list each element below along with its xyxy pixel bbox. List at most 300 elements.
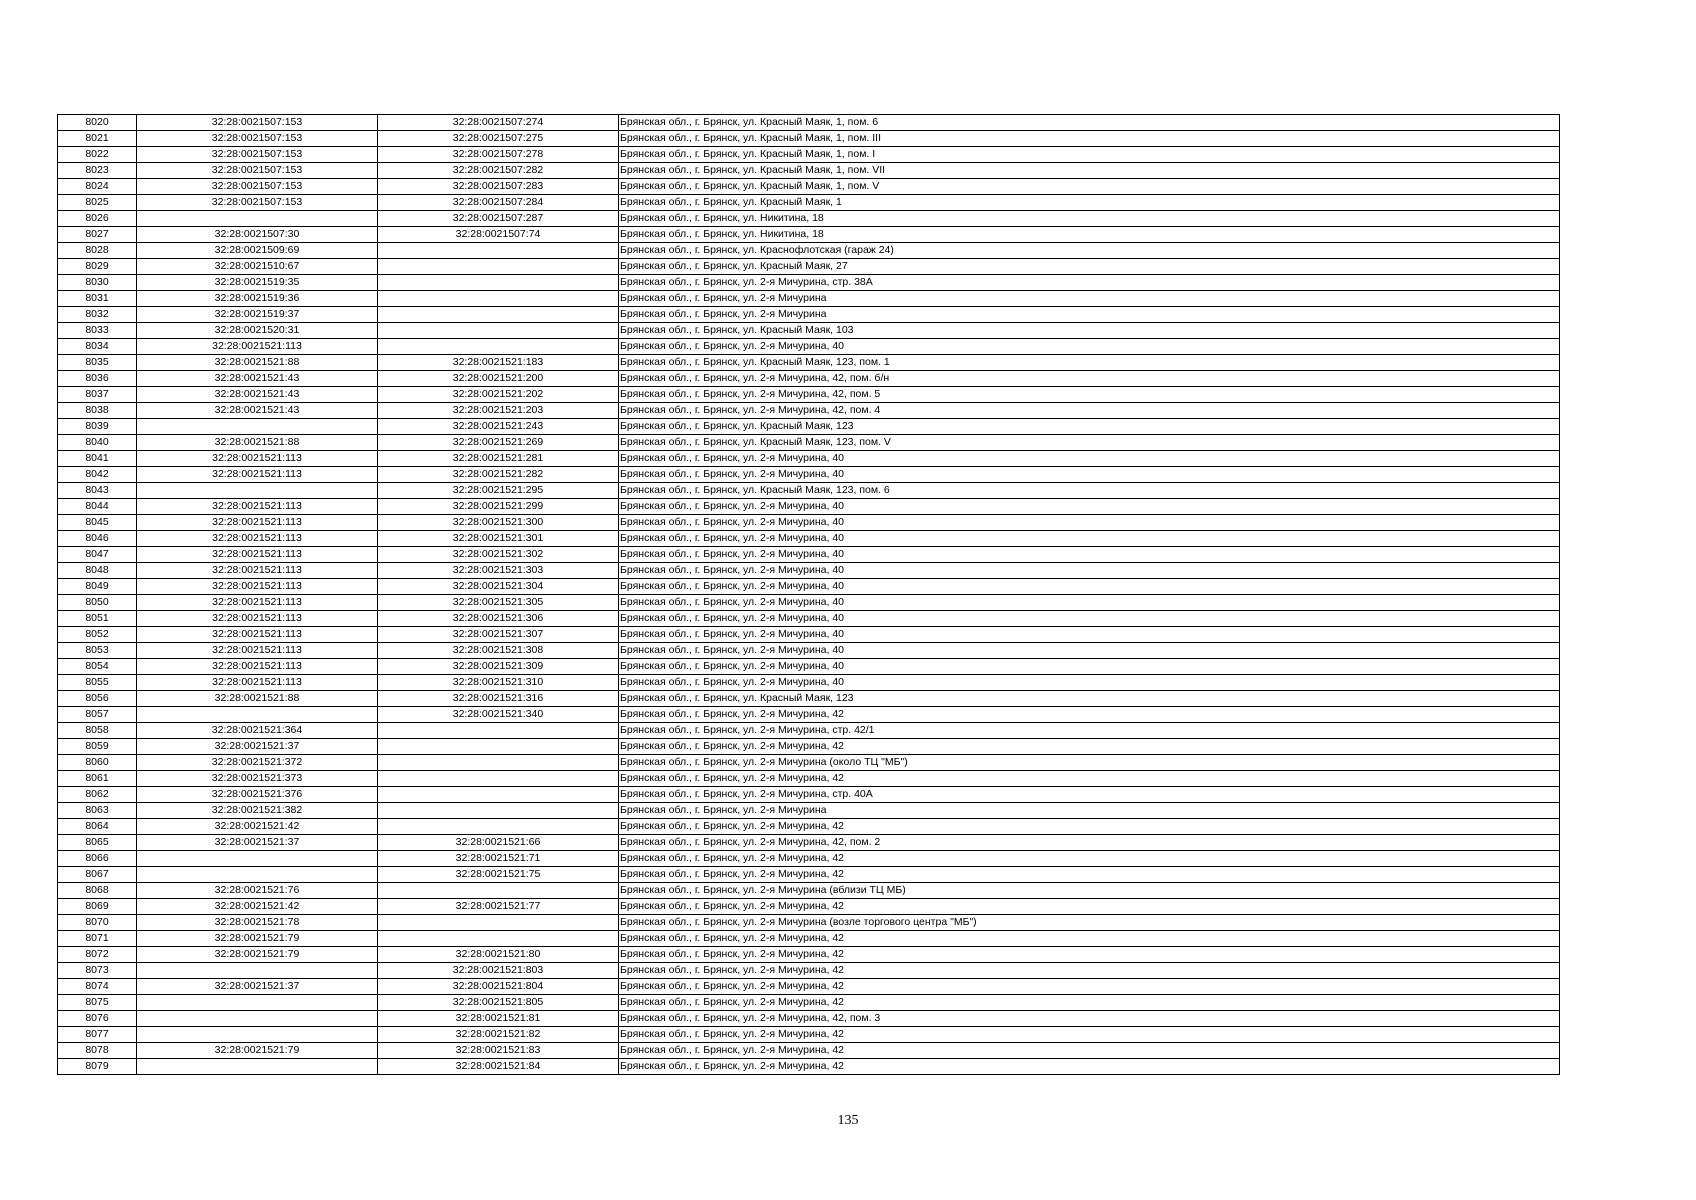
table-row	[58, 883, 1560, 899]
row-number-cell: 8029	[58, 259, 137, 275]
table-row	[58, 163, 1560, 179]
parent-cadastral-number-cell: 32:28:0021521:113	[137, 515, 378, 531]
table-row	[58, 627, 1560, 643]
child-cadastral-number-cell: 32:28:0021507:282	[378, 163, 619, 179]
table-row	[58, 275, 1560, 291]
cadastral-table	[57, 114, 1560, 1075]
child-cadastral-number-cell: 32:28:0021521:77	[378, 899, 619, 915]
address-cell: Брянская обл., г. Брянск, ул. 2-я Мичурина, 42, пом. 4	[619, 403, 1560, 419]
parent-cadastral-number-cell	[137, 1059, 378, 1075]
row-number-cell: 8063	[58, 803, 137, 819]
table-row	[58, 931, 1560, 947]
parent-cadastral-number-cell	[137, 851, 378, 867]
address-cell: Брянская обл., г. Брянск, ул. Красный Маяк, 123	[619, 691, 1560, 707]
table-row	[58, 563, 1560, 579]
child-cadastral-number-cell	[378, 915, 619, 931]
child-cadastral-number-cell: 32:28:0021507:283	[378, 179, 619, 195]
row-number-cell: 8078	[58, 1043, 137, 1059]
table-row	[58, 355, 1560, 371]
parent-cadastral-number-cell: 32:28:0021521:113	[137, 595, 378, 611]
table-row	[58, 307, 1560, 323]
child-cadastral-number-cell	[378, 339, 619, 355]
child-cadastral-number-cell: 32:28:0021521:80	[378, 947, 619, 963]
row-number-cell: 8075	[58, 995, 137, 1011]
row-number-cell: 8027	[58, 227, 137, 243]
child-cadastral-number-cell: 32:28:0021521:804	[378, 979, 619, 995]
child-cadastral-number-cell: 32:28:0021521:805	[378, 995, 619, 1011]
address-cell: Брянская обл., г. Брянск, ул. 2-я Мичурина, 42	[619, 1027, 1560, 1043]
address-cell: Брянская обл., г. Брянск, ул. 2-я Мичурина, 42	[619, 1043, 1560, 1059]
table-row	[58, 819, 1560, 835]
parent-cadastral-number-cell: 32:28:0021521:113	[137, 499, 378, 515]
child-cadastral-number-cell: 32:28:0021521:306	[378, 611, 619, 627]
page-number: 135	[837, 1113, 859, 1128]
cadastral-table-body	[58, 115, 1560, 1075]
row-number-cell: 8064	[58, 819, 137, 835]
child-cadastral-number-cell	[378, 787, 619, 803]
child-cadastral-number-cell: 32:28:0021507:287	[378, 211, 619, 227]
parent-cadastral-number-cell	[137, 1011, 378, 1027]
row-number-cell: 8050	[58, 595, 137, 611]
address-cell: Брянская обл., г. Брянск, ул. 2-я Мичурина (возле торгового центра "МБ")	[619, 915, 1560, 931]
child-cadastral-number-cell: 32:28:0021521:200	[378, 371, 619, 387]
child-cadastral-number-cell	[378, 723, 619, 739]
address-cell: Брянская обл., г. Брянск, ул. 2-я Мичурина, 40	[619, 659, 1560, 675]
table-row	[58, 579, 1560, 595]
address-cell: Брянская обл., г. Брянск, ул. 2-я Мичурина	[619, 307, 1560, 323]
child-cadastral-number-cell	[378, 931, 619, 947]
table-row	[58, 371, 1560, 387]
child-cadastral-number-cell: 32:28:0021521:269	[378, 435, 619, 451]
address-cell: Брянская обл., г. Брянск, ул. 2-я Мичурина, 40	[619, 467, 1560, 483]
address-cell: Брянская обл., г. Брянск, ул. Красный Маяк, 27	[619, 259, 1560, 275]
table-row	[58, 643, 1560, 659]
row-number-cell: 8033	[58, 323, 137, 339]
row-number-cell: 8061	[58, 771, 137, 787]
parent-cadastral-number-cell: 32:28:0021521:113	[137, 563, 378, 579]
row-number-cell: 8020	[58, 115, 137, 131]
table-row	[58, 435, 1560, 451]
parent-cadastral-number-cell: 32:28:0021521:43	[137, 387, 378, 403]
parent-cadastral-number-cell: 32:28:0021507:30	[137, 227, 378, 243]
address-cell: Брянская обл., г. Брянск, ул. Краснофлотская (гараж 24)	[619, 243, 1560, 259]
address-cell: Брянская обл., г. Брянск, ул. 2-я Мичурина, 42	[619, 979, 1560, 995]
table-row	[58, 595, 1560, 611]
child-cadastral-number-cell	[378, 307, 619, 323]
parent-cadastral-number-cell: 32:28:0021507:153	[137, 131, 378, 147]
address-cell: Брянская обл., г. Брянск, ул. 2-я Мичурина, 42	[619, 819, 1560, 835]
child-cadastral-number-cell: 32:28:0021521:84	[378, 1059, 619, 1075]
child-cadastral-number-cell: 32:28:0021521:303	[378, 563, 619, 579]
address-cell: Брянская обл., г. Брянск, ул. 2-я Мичурина, 42	[619, 707, 1560, 723]
address-cell: Брянская обл., г. Брянск, ул. 2-я Мичурина (вблизи ТЦ МБ)	[619, 883, 1560, 899]
child-cadastral-number-cell: 32:28:0021521:300	[378, 515, 619, 531]
address-cell: Брянская обл., г. Брянск, ул. 2-я Мичурина, стр. 38А	[619, 275, 1560, 291]
row-number-cell: 8034	[58, 339, 137, 355]
row-number-cell: 8047	[58, 547, 137, 563]
row-number-cell: 8042	[58, 467, 137, 483]
parent-cadastral-number-cell: 32:28:0021521:76	[137, 883, 378, 899]
row-number-cell: 8051	[58, 611, 137, 627]
parent-cadastral-number-cell	[137, 1027, 378, 1043]
table-row	[58, 211, 1560, 227]
address-cell: Брянская обл., г. Брянск, ул. 2-я Мичурина, 40	[619, 339, 1560, 355]
row-number-cell: 8056	[58, 691, 137, 707]
child-cadastral-number-cell: 32:28:0021521:299	[378, 499, 619, 515]
row-number-cell: 8039	[58, 419, 137, 435]
table-row	[58, 787, 1560, 803]
table-row	[58, 547, 1560, 563]
table-row	[58, 947, 1560, 963]
parent-cadastral-number-cell: 32:28:0021521:113	[137, 339, 378, 355]
parent-cadastral-number-cell: 32:28:0021507:153	[137, 147, 378, 163]
parent-cadastral-number-cell: 32:28:0021519:36	[137, 291, 378, 307]
table-row	[58, 979, 1560, 995]
row-number-cell: 8046	[58, 531, 137, 547]
parent-cadastral-number-cell: 32:28:0021521:37	[137, 835, 378, 851]
address-cell: Брянская обл., г. Брянск, ул. 2-я Мичурина, 42	[619, 947, 1560, 963]
child-cadastral-number-cell	[378, 771, 619, 787]
parent-cadastral-number-cell: 32:28:0021510:67	[137, 259, 378, 275]
parent-cadastral-number-cell: 32:28:0021521:113	[137, 451, 378, 467]
address-cell: Брянская обл., г. Брянск, ул. Никитина, 18	[619, 227, 1560, 243]
table-row	[58, 339, 1560, 355]
child-cadastral-number-cell: 32:28:0021521:66	[378, 835, 619, 851]
row-number-cell: 8079	[58, 1059, 137, 1075]
parent-cadastral-number-cell: 32:28:0021521:376	[137, 787, 378, 803]
parent-cadastral-number-cell: 32:28:0021507:153	[137, 179, 378, 195]
parent-cadastral-number-cell: 32:28:0021521:373	[137, 771, 378, 787]
address-cell: Брянская обл., г. Брянск, ул. 2-я Мичурина, 42	[619, 867, 1560, 883]
table-row	[58, 323, 1560, 339]
address-cell: Брянская обл., г. Брянск, ул. Красный Маяк, 123, пом. 6	[619, 483, 1560, 499]
parent-cadastral-number-cell	[137, 707, 378, 723]
parent-cadastral-number-cell: 32:28:0021507:153	[137, 115, 378, 131]
address-cell: Брянская обл., г. Брянск, ул. 2-я Мичурина, 42	[619, 1059, 1560, 1075]
parent-cadastral-number-cell: 32:28:0021521:113	[137, 627, 378, 643]
address-cell: Брянская обл., г. Брянск, ул. Красный Маяк, 1, пом. III	[619, 131, 1560, 147]
address-cell: Брянская обл., г. Брянск, ул. Красный Маяк, 1, пом. V	[619, 179, 1560, 195]
child-cadastral-number-cell: 32:28:0021521:82	[378, 1027, 619, 1043]
table-row	[58, 131, 1560, 147]
child-cadastral-number-cell: 32:28:0021521:281	[378, 451, 619, 467]
table-row	[58, 867, 1560, 883]
parent-cadastral-number-cell	[137, 867, 378, 883]
row-number-cell: 8062	[58, 787, 137, 803]
table-row	[58, 499, 1560, 515]
parent-cadastral-number-cell: 32:28:0021521:372	[137, 755, 378, 771]
row-number-cell: 8072	[58, 947, 137, 963]
table-row	[58, 1027, 1560, 1043]
parent-cadastral-number-cell: 32:28:0021521:78	[137, 915, 378, 931]
row-number-cell: 8070	[58, 915, 137, 931]
row-number-cell: 8073	[58, 963, 137, 979]
child-cadastral-number-cell: 32:28:0021521:316	[378, 691, 619, 707]
table-row	[58, 707, 1560, 723]
address-cell: Брянская обл., г. Брянск, ул. 2-я Мичурина, 40	[619, 579, 1560, 595]
table-row	[58, 403, 1560, 419]
row-number-cell: 8022	[58, 147, 137, 163]
address-cell: Брянская обл., г. Брянск, ул. 2-я Мичурина, 40	[619, 515, 1560, 531]
row-number-cell: 8052	[58, 627, 137, 643]
row-number-cell: 8032	[58, 307, 137, 323]
child-cadastral-number-cell: 32:28:0021521:81	[378, 1011, 619, 1027]
row-number-cell: 8048	[58, 563, 137, 579]
row-number-cell: 8065	[58, 835, 137, 851]
parent-cadastral-number-cell: 32:28:0021521:113	[137, 579, 378, 595]
row-number-cell: 8044	[58, 499, 137, 515]
parent-cadastral-number-cell: 32:28:0021509:69	[137, 243, 378, 259]
table-row	[58, 451, 1560, 467]
parent-cadastral-number-cell: 32:28:0021521:42	[137, 819, 378, 835]
table-row	[58, 387, 1560, 403]
table-row	[58, 899, 1560, 915]
row-number-cell: 8041	[58, 451, 137, 467]
row-number-cell: 8060	[58, 755, 137, 771]
row-number-cell: 8076	[58, 1011, 137, 1027]
row-number-cell: 8077	[58, 1027, 137, 1043]
row-number-cell: 8021	[58, 131, 137, 147]
child-cadastral-number-cell	[378, 259, 619, 275]
table-row	[58, 995, 1560, 1011]
row-number-cell: 8049	[58, 579, 137, 595]
row-number-cell: 8037	[58, 387, 137, 403]
table-row	[58, 1011, 1560, 1027]
address-cell: Брянская обл., г. Брянск, ул. 2-я Мичурина, 42	[619, 739, 1560, 755]
child-cadastral-number-cell: 32:28:0021521:304	[378, 579, 619, 595]
child-cadastral-number-cell: 32:28:0021521:301	[378, 531, 619, 547]
row-number-cell: 8069	[58, 899, 137, 915]
table-row	[58, 963, 1560, 979]
table-row	[58, 227, 1560, 243]
address-cell: Брянская обл., г. Брянск, ул. Красный Маяк, 1, пом. 6	[619, 115, 1560, 131]
table-row	[58, 771, 1560, 787]
table-row	[58, 243, 1560, 259]
child-cadastral-number-cell: 32:28:0021521:295	[378, 483, 619, 499]
address-cell: Брянская обл., г. Брянск, ул. 2-я Мичурина, 42	[619, 851, 1560, 867]
table-row	[58, 115, 1560, 131]
row-number-cell: 8054	[58, 659, 137, 675]
address-cell: Брянская обл., г. Брянск, ул. 2-я Мичурина, 42	[619, 899, 1560, 915]
address-cell: Брянская обл., г. Брянск, ул. 2-я Мичурина, стр. 40А	[619, 787, 1560, 803]
table-row	[58, 1043, 1560, 1059]
table-row	[58, 723, 1560, 739]
address-cell: Брянская обл., г. Брянск, ул. Красный Маяк, 103	[619, 323, 1560, 339]
row-number-cell: 8068	[58, 883, 137, 899]
child-cadastral-number-cell: 32:28:0021507:74	[378, 227, 619, 243]
parent-cadastral-number-cell: 32:28:0021521:113	[137, 531, 378, 547]
table-row	[58, 915, 1560, 931]
address-cell: Брянская обл., г. Брянск, ул. 2-я Мичурина, 42, пом. 5	[619, 387, 1560, 403]
parent-cadastral-number-cell: 32:28:0021521:113	[137, 547, 378, 563]
child-cadastral-number-cell	[378, 243, 619, 259]
parent-cadastral-number-cell: 32:28:0021521:37	[137, 979, 378, 995]
parent-cadastral-number-cell	[137, 419, 378, 435]
table-row	[58, 835, 1560, 851]
row-number-cell: 8066	[58, 851, 137, 867]
address-cell: Брянская обл., г. Брянск, ул. 2-я Мичурина, 40	[619, 547, 1560, 563]
parent-cadastral-number-cell: 32:28:0021520:31	[137, 323, 378, 339]
child-cadastral-number-cell: 32:28:0021521:202	[378, 387, 619, 403]
address-cell: Брянская обл., г. Брянск, ул. 2-я Мичурина, 40	[619, 499, 1560, 515]
row-number-cell: 8074	[58, 979, 137, 995]
parent-cadastral-number-cell: 32:28:0021521:382	[137, 803, 378, 819]
table-row	[58, 147, 1560, 163]
child-cadastral-number-cell: 32:28:0021521:803	[378, 963, 619, 979]
child-cadastral-number-cell	[378, 819, 619, 835]
row-number-cell: 8067	[58, 867, 137, 883]
row-number-cell: 8040	[58, 435, 137, 451]
table-row	[58, 467, 1560, 483]
child-cadastral-number-cell: 32:28:0021521:308	[378, 643, 619, 659]
address-cell: Брянская обл., г. Брянск, ул. 2-я Мичурина, 40	[619, 611, 1560, 627]
row-number-cell: 8055	[58, 675, 137, 691]
child-cadastral-number-cell: 32:28:0021521:307	[378, 627, 619, 643]
parent-cadastral-number-cell: 32:28:0021521:113	[137, 611, 378, 627]
table-row	[58, 179, 1560, 195]
parent-cadastral-number-cell: 32:28:0021521:37	[137, 739, 378, 755]
address-cell: Брянская обл., г. Брянск, ул. 2-я Мичурина, 40	[619, 563, 1560, 579]
row-number-cell: 8023	[58, 163, 137, 179]
table-row	[58, 291, 1560, 307]
child-cadastral-number-cell	[378, 883, 619, 899]
address-cell: Брянская обл., г. Брянск, ул. 2-я Мичурина, 42, пом. 2	[619, 835, 1560, 851]
table-row	[58, 259, 1560, 275]
row-number-cell: 8043	[58, 483, 137, 499]
child-cadastral-number-cell	[378, 323, 619, 339]
table-row	[58, 675, 1560, 691]
parent-cadastral-number-cell: 32:28:0021521:113	[137, 659, 378, 675]
parent-cadastral-number-cell: 32:28:0021521:113	[137, 675, 378, 691]
address-cell: Брянская обл., г. Брянск, ул. Красный Маяк, 123	[619, 419, 1560, 435]
address-cell: Брянская обл., г. Брянск, ул. Красный Маяк, 123, пом. V	[619, 435, 1560, 451]
child-cadastral-number-cell: 32:28:0021521:282	[378, 467, 619, 483]
parent-cadastral-number-cell: 32:28:0021521:42	[137, 899, 378, 915]
table-row	[58, 659, 1560, 675]
parent-cadastral-number-cell: 32:28:0021521:113	[137, 643, 378, 659]
child-cadastral-number-cell	[378, 275, 619, 291]
address-cell: Брянская обл., г. Брянск, ул. 2-я Мичурина, 42	[619, 963, 1560, 979]
row-number-cell: 8059	[58, 739, 137, 755]
address-cell: Брянская обл., г. Брянск, ул. 2-я Мичурина, 42	[619, 931, 1560, 947]
child-cadastral-number-cell: 32:28:0021521:83	[378, 1043, 619, 1059]
child-cadastral-number-cell	[378, 755, 619, 771]
table-row	[58, 803, 1560, 819]
table-row	[58, 419, 1560, 435]
address-cell: Брянская обл., г. Брянск, ул. 2-я Мичурина	[619, 291, 1560, 307]
parent-cadastral-number-cell: 32:28:0021507:153	[137, 163, 378, 179]
parent-cadastral-number-cell: 32:28:0021521:113	[137, 467, 378, 483]
address-cell: Брянская обл., г. Брянск, ул. 2-я Мичурина, стр. 42/1	[619, 723, 1560, 739]
parent-cadastral-number-cell: 32:28:0021521:79	[137, 931, 378, 947]
child-cadastral-number-cell: 32:28:0021521:310	[378, 675, 619, 691]
child-cadastral-number-cell: 32:28:0021521:243	[378, 419, 619, 435]
table-row	[58, 611, 1560, 627]
table-row	[58, 483, 1560, 499]
parent-cadastral-number-cell: 32:28:0021521:364	[137, 723, 378, 739]
row-number-cell: 8071	[58, 931, 137, 947]
address-cell: Брянская обл., г. Брянск, ул. 2-я Мичурина, 42	[619, 995, 1560, 1011]
row-number-cell: 8036	[58, 371, 137, 387]
row-number-cell: 8058	[58, 723, 137, 739]
address-cell: Брянская обл., г. Брянск, ул. 2-я Мичурина (около ТЦ "МБ")	[619, 755, 1560, 771]
table-row	[58, 851, 1560, 867]
address-cell: Брянская обл., г. Брянск, ул. 2-я Мичурина, 40	[619, 595, 1560, 611]
child-cadastral-number-cell: 32:28:0021521:183	[378, 355, 619, 371]
table-row	[58, 531, 1560, 547]
child-cadastral-number-cell: 32:28:0021521:203	[378, 403, 619, 419]
table-row	[58, 739, 1560, 755]
address-cell: Брянская обл., г. Брянск, ул. Красный Маяк, 123, пом. 1	[619, 355, 1560, 371]
child-cadastral-number-cell: 32:28:0021507:275	[378, 131, 619, 147]
parent-cadastral-number-cell: 32:28:0021521:43	[137, 371, 378, 387]
address-cell: Брянская обл., г. Брянск, ул. Красный Маяк, 1, пом. I	[619, 147, 1560, 163]
address-cell: Брянская обл., г. Брянск, ул. 2-я Мичурина, 40	[619, 451, 1560, 467]
child-cadastral-number-cell	[378, 291, 619, 307]
parent-cadastral-number-cell: 32:28:0021521:88	[137, 691, 378, 707]
row-number-cell: 8035	[58, 355, 137, 371]
row-number-cell: 8045	[58, 515, 137, 531]
address-cell: Брянская обл., г. Брянск, ул. Красный Маяк, 1, пом. VII	[619, 163, 1560, 179]
child-cadastral-number-cell: 32:28:0021507:278	[378, 147, 619, 163]
child-cadastral-number-cell: 32:28:0021507:284	[378, 195, 619, 211]
row-number-cell: 8057	[58, 707, 137, 723]
address-cell: Брянская обл., г. Брянск, ул. 2-я Мичурина, 40	[619, 675, 1560, 691]
parent-cadastral-number-cell	[137, 963, 378, 979]
address-cell: Брянская обл., г. Брянск, ул. 2-я Мичурина, 42, пом. 3	[619, 1011, 1560, 1027]
address-cell: Брянская обл., г. Брянск, ул. Никитина, 18	[619, 211, 1560, 227]
row-number-cell: 8031	[58, 291, 137, 307]
child-cadastral-number-cell: 32:28:0021521:302	[378, 547, 619, 563]
address-cell: Брянская обл., г. Брянск, ул. Красный Маяк, 1	[619, 195, 1560, 211]
row-number-cell: 8038	[58, 403, 137, 419]
row-number-cell: 8028	[58, 243, 137, 259]
table-row	[58, 1059, 1560, 1075]
table-row	[58, 755, 1560, 771]
child-cadastral-number-cell: 32:28:0021521:71	[378, 851, 619, 867]
parent-cadastral-number-cell	[137, 483, 378, 499]
parent-cadastral-number-cell	[137, 995, 378, 1011]
row-number-cell: 8026	[58, 211, 137, 227]
address-cell: Брянская обл., г. Брянск, ул. 2-я Мичурина, 40	[619, 627, 1560, 643]
child-cadastral-number-cell: 32:28:0021521:75	[378, 867, 619, 883]
table-row	[58, 195, 1560, 211]
parent-cadastral-number-cell: 32:28:0021519:37	[137, 307, 378, 323]
row-number-cell: 8053	[58, 643, 137, 659]
address-cell: Брянская обл., г. Брянск, ул. 2-я Мичурина, 42, пом. б/н	[619, 371, 1560, 387]
row-number-cell: 8025	[58, 195, 137, 211]
child-cadastral-number-cell: 32:28:0021521:309	[378, 659, 619, 675]
address-cell: Брянская обл., г. Брянск, ул. 2-я Мичурина, 40	[619, 643, 1560, 659]
row-number-cell: 8024	[58, 179, 137, 195]
child-cadastral-number-cell: 32:28:0021521:340	[378, 707, 619, 723]
parent-cadastral-number-cell: 32:28:0021507:153	[137, 195, 378, 211]
child-cadastral-number-cell: 32:28:0021521:305	[378, 595, 619, 611]
address-cell: Брянская обл., г. Брянск, ул. 2-я Мичурина, 40	[619, 531, 1560, 547]
parent-cadastral-number-cell: 32:28:0021521:79	[137, 1043, 378, 1059]
row-number-cell: 8030	[58, 275, 137, 291]
parent-cadastral-number-cell: 32:28:0021519:35	[137, 275, 378, 291]
child-cadastral-number-cell: 32:28:0021507:274	[378, 115, 619, 131]
parent-cadastral-number-cell	[137, 211, 378, 227]
address-cell: Брянская обл., г. Брянск, ул. 2-я Мичурина, 42	[619, 771, 1560, 787]
parent-cadastral-number-cell: 32:28:0021521:88	[137, 355, 378, 371]
table-row	[58, 515, 1560, 531]
child-cadastral-number-cell	[378, 803, 619, 819]
address-cell: Брянская обл., г. Брянск, ул. 2-я Мичурина	[619, 803, 1560, 819]
parent-cadastral-number-cell: 32:28:0021521:79	[137, 947, 378, 963]
table-row	[58, 691, 1560, 707]
